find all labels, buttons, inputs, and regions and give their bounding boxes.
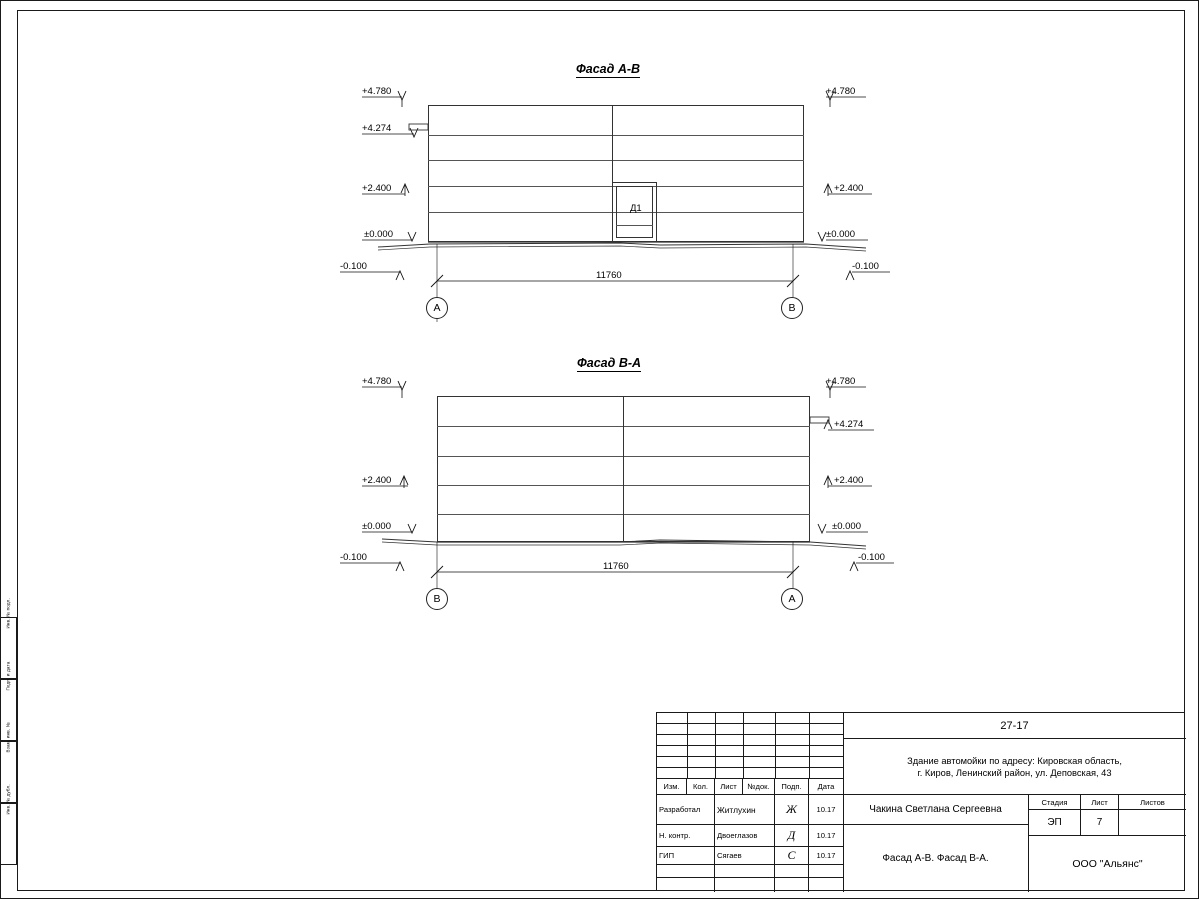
elevation-1-level-right-3: ±0.000 [826,229,855,240]
revision-blank-row [657,768,843,779]
role-signature-3: С [775,847,809,865]
revision-footer-cell [715,865,775,878]
role-name-2: Двоеглазов [715,825,775,847]
elevation-1-level-left-3: +2.400 [362,183,392,194]
revision-blank-row [657,746,843,757]
elevation-2-level-left-4: -0.100 [340,552,367,563]
revision-blank-row [657,757,843,768]
sheet-header: Лист [1081,795,1119,810]
elevation-2-level-left-2: +2.400 [362,475,392,486]
role-date-2: 10.17 [809,825,843,847]
role-signature-1: Ж [775,795,809,825]
elevation-2-axis-right: А [781,588,803,610]
revision-header-list: Лист [715,779,743,795]
sheet-title: Фасад А-В. Фасад В-А. [843,825,1029,892]
elevation-1-axis-left: А [426,297,448,319]
role-date-3: 10.17 [809,847,843,865]
elevation-2-axis-left: В [426,588,448,610]
revision-blank-row [657,713,843,724]
stage-header: Стадия [1029,795,1081,810]
revision-header-ndok: №док. [743,779,775,795]
margin-strip-label-1: Инв. № подл. [5,598,11,629]
revision-col-sep [809,713,810,779]
elevation-1-axis-right: В [781,297,803,319]
sheets-value [1119,810,1186,836]
role-label-2: Н. контр. [657,825,715,847]
role-name-1: Житлухин [715,795,775,825]
margin-strip-label-2: Подп. и дата [5,661,11,691]
elevation-2-level-right-1: +4.780 [826,376,856,387]
customer-name: Чакина Светлана Сергеевна [843,795,1029,825]
elevation-1-panel-joint [428,160,804,161]
role-label-3: ГИП [657,847,715,865]
object-name-block [843,739,1186,795]
sheets-header: Листов [1119,795,1186,810]
revision-footer-cell [809,878,843,892]
margin-strip-4 [0,784,17,865]
elevation-2-level-right-4: ±0.000 [832,521,861,532]
stage-value: ЭП [1029,810,1081,836]
elevation-1-level-right-2: +2.400 [834,183,864,194]
sheet-value: 7 [1081,810,1119,836]
revision-header-izm: Изм. [657,779,687,795]
role-signature-2: Д [775,825,809,847]
project-code: 27-17 [843,713,1186,739]
elevation-1-door-rail [616,225,653,226]
role-date-1: 10.17 [809,795,843,825]
elevation-1-level-left-5: -0.100 [340,261,367,272]
elevation-1-overall-dimension: 11760 [596,270,622,281]
elevation-1-level-left-4: ±0.000 [364,229,393,240]
elevation-1-door-label: Д1 [630,203,642,214]
revision-footer-cell [715,878,775,892]
object-name-line-2: г. Киров, Ленинский район, ул. Деповская, 43 [917,767,1112,778]
elevation-1-level-left-1: +4.780 [362,86,392,97]
revision-footer-cell [657,865,715,878]
elevation-2-level-right-3: +2.400 [834,475,864,486]
revision-col-sep [715,713,716,779]
revision-col-sep [775,713,776,779]
elevation-1-title: Фасад А-В [576,62,641,76]
elevation-2-vertical-joint [623,396,624,542]
revision-footer-cell [657,878,715,892]
revision-footer-cell [809,865,843,878]
revision-footer-cell [775,878,809,892]
elevation-2-level-right-5: -0.100 [858,552,885,563]
revision-footer-cell [775,865,809,878]
elevation-1-level-left-2: +4.274 [362,123,392,134]
margin-strip-label-4: Инв. № дубл. [5,784,11,815]
revision-header-podp: Подп. [775,779,809,795]
revision-col-sep [743,713,744,779]
elevation-2-level-left-3: ±0.000 [362,521,391,532]
revision-header-data: Дата [809,779,843,795]
elevation-1-panel-joint [428,135,804,136]
elevation-2-title: Фасад В-А [577,356,642,370]
revision-header-kol: Кол. [687,779,715,795]
margin-strip-label-3: Взам. инв. № [5,722,11,753]
elevation-2-level-right-2: +4.274 [834,419,864,430]
revision-col-sep [687,713,688,779]
role-name-3: Сягаев [715,847,775,865]
elevation-2-level-left-1: +4.780 [362,376,392,387]
revision-blank-row [657,724,843,735]
title-block [656,712,1185,891]
revision-blank-row [657,735,843,746]
object-name-line-1: Здание автомойки по адресу: Кировская область, [907,755,1122,766]
elevation-2-overall-dimension: 11760 [603,561,629,572]
role-label-1: Разработал [657,795,715,825]
elevation-1-level-right-1: +4.780 [826,86,856,97]
elevation-1-level-right-4: -0.100 [852,261,879,272]
company-name: ООО "Альянс" [1072,858,1143,870]
